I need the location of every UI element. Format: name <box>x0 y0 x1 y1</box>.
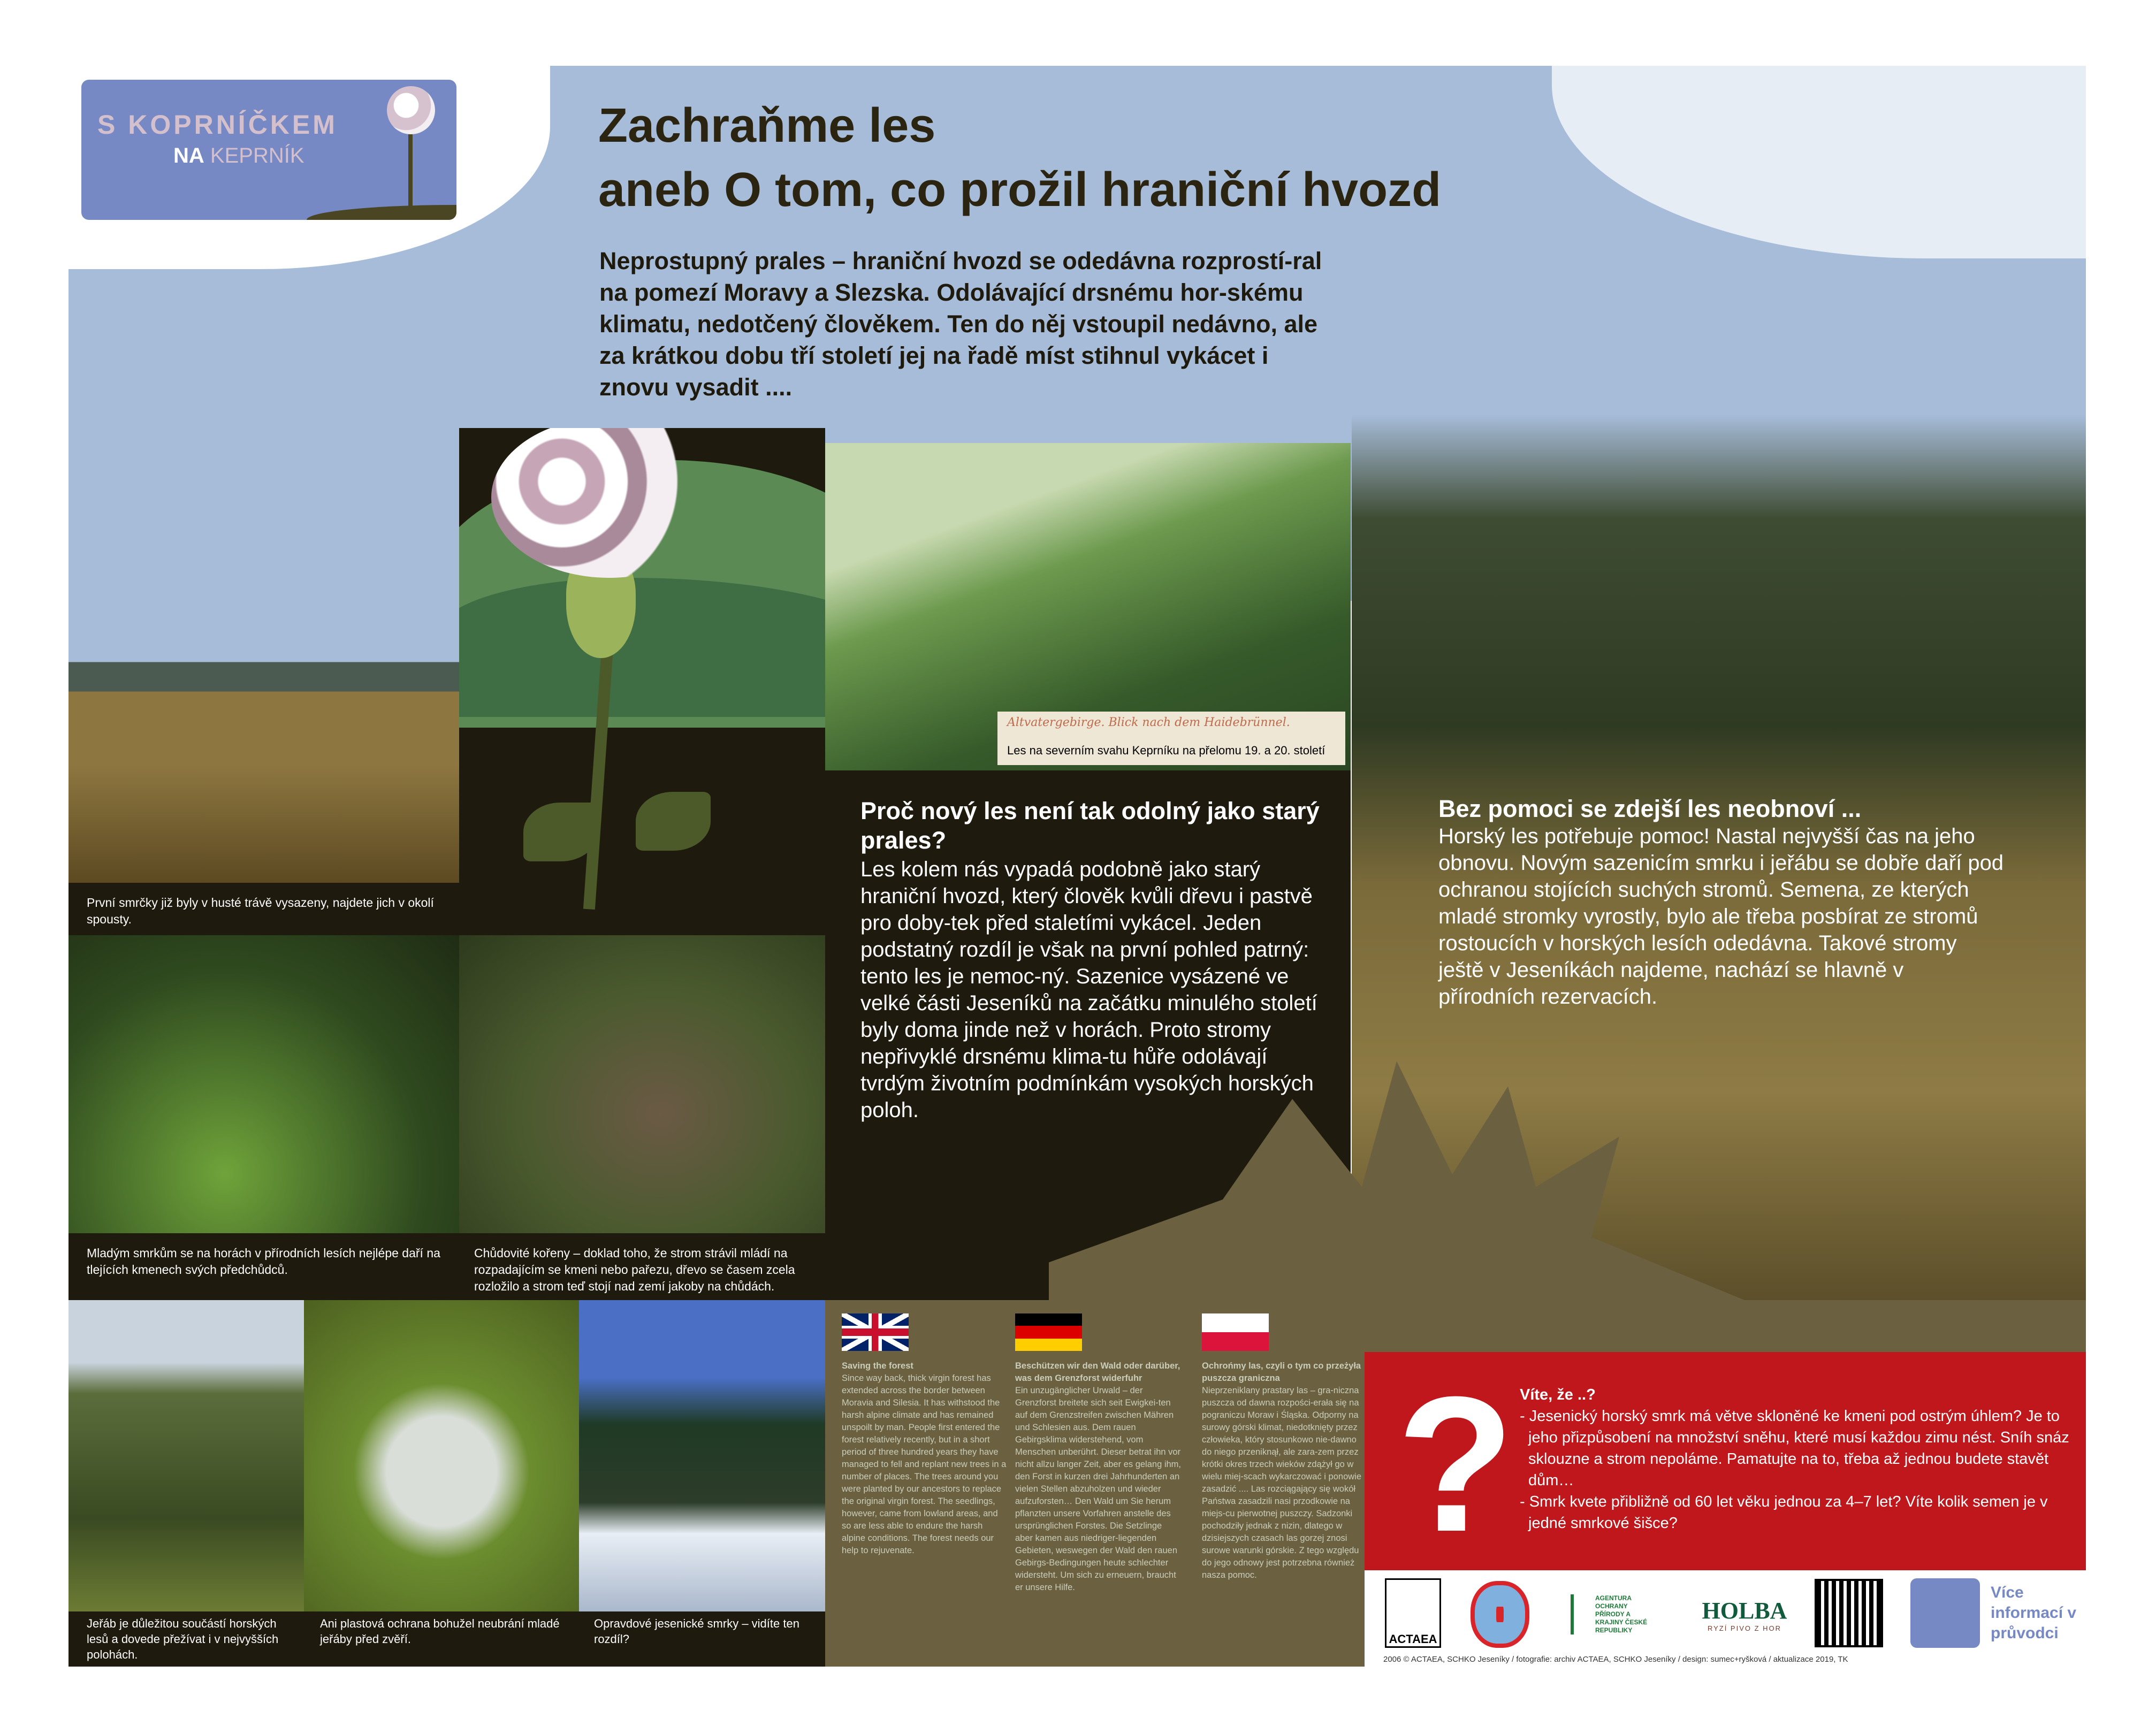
help-body: Horský les potřebuje pomoc! Nastal nejvyšší čas na jeho obnovu. Novým sazenicím smrku i jeřábu se dobře daří pod ochranou stojících suchých stromů. Semena, ze kterých mladé stromky vyrostly, bylo ale třeba posbírat ze stromů rostoucích v horských lesích odedávna. Takové stromy ještě v Jeseníkách najdeme, nachází se hlavně v přírodních rezervacích. <box>1438 824 2004 1009</box>
poland-flag-icon <box>1202 1313 1269 1351</box>
caption-photo1: První smrčky již byly v husté trávě vysazeny, najdete jich v okolí spousty. <box>68 883 459 935</box>
uk-flag-icon <box>842 1313 909 1351</box>
title-line-1: Zachraňme les <box>598 99 936 152</box>
hill-shape <box>459 578 825 717</box>
aopk-logo: AGENTURA OCHRANY PŘÍRODY A KRAJINY ČESKÉ REPUBLIKY <box>1571 1594 1656 1634</box>
partner-logos <box>1381 1578 2087 1653</box>
did-you-know-title: Víte, že ..? <box>1520 1386 1596 1403</box>
photo-rotting-logs <box>68 935 459 1233</box>
series-logo <box>81 80 456 220</box>
logo-keprnik: KEPRNÍK <box>210 144 304 167</box>
ground-shape <box>307 205 456 220</box>
translation-body: Nieprzeniklany prastary las – gra-niczna puszcza od dawna rozpości-erała się na pograniczu Moraw i Śląska. Odporny na surowy górski klimat, niedotknięty przez człowieka, który stosunkowo nie-dawno do niego przeniknął, ale zara-zem przez krótki okres trzech wieków zdążył go w wielu miej-scach wykarczować i ponowie zasadzić .... Las rozciągający się wokół Państwa zasadzili nasi przodkowie na miejs-cu pierwotnej puszczy. Sadzonki pochodziły jednak z nizin, dlatego w dzisiejszych czasach las gorzej znosi surowe warunki górskie. Z tego względu do jego odnowy jest potrzebna również nasza pomoc. <box>1202 1386 1362 1580</box>
translation-body: Ein unzugänglicher Urwald – der Grenzforst breitete sich seit Ewigkei-ten auf dem Grenzstreifen zwischen Mähren und Schlesien aus. Dem rauen Gebirgsklima widerstehend, vom Menschen unberührt. Dieser betrat ihn vor nicht allzu langer Zeit, aber es gelang ihm, den Forst in kurzen drei Jahrhunderten an vielen Stellen abzuholzen und wieder aufzuforsten… Den Wald um Sie herum pflanzten unsere Vorfahren anstelle des ursprünglichen Forstes. Die Setzlinge aber kamen aus niedriger-liegenden Gebieten, weswegen der Wald den rauen Gebirgs-Bedingungen heute schlechter widersteht. Um sich zu erneuern, braucht er unsere Hilfe. <box>1015 1386 1182 1592</box>
mascot-illustration <box>459 428 825 935</box>
logo-line-1: S KOPRNÍČKEM <box>97 110 338 140</box>
logo-na: NA <box>173 144 204 167</box>
chko-jeseniky-logo <box>1471 1581 1529 1648</box>
postcard-caption: Les na severním svahu Keprníku na přelomu 19. a 20. století <box>1007 744 1325 757</box>
actaea-logo <box>1385 1578 1441 1648</box>
old-forest-heading: Proč nový les není tak odolný jako starý prales? <box>860 797 1320 854</box>
photo-plastic-protection <box>304 1300 579 1611</box>
photo-jesenik-spruces <box>579 1300 825 1611</box>
postcard-caption-box <box>997 712 1345 765</box>
translation-pl <box>1202 1360 1368 1582</box>
translation-title: Saving the forest <box>842 1361 913 1371</box>
page-title <box>598 94 1441 222</box>
caption-photo2: Mladým smrkům se na horách v přírodních lesích nejlépe daří na tlejících kmenech svých předchůdců. <box>68 1233 459 1300</box>
holba-tagline: RYZÍ PIVO Z HOR <box>1707 1624 1782 1632</box>
caption-photo6: Opravdové jesenické smrky – vidíte ten rozdíl? <box>579 1611 825 1667</box>
question-mark-icon: ? <box>1397 1357 1514 1572</box>
leaf-icon <box>636 792 711 851</box>
caption-photo5: Ani plastová ochrana bohužel neubrání mladé jeřáby před zvěří. <box>304 1611 579 1667</box>
translation-title: Beschützen wir den Wald oder darüber, was dem Grenzforst widerfuhr <box>1015 1361 1180 1383</box>
actaea-label: ACTAEA <box>1389 1632 1437 1646</box>
flower-mascot-icon <box>387 86 435 134</box>
fact-item: - Smrk kvete přibližně od 60 let věku jednou za 4–7 let? Víte kolik semen je v jedné smrkové šišce? <box>1520 1493 2048 1532</box>
translations-band <box>825 1300 2086 1352</box>
caption-photo3: Chůdovité kořeny – doklad toho, že strom strávil mládí na rozpadajícím se kmeni nebo pařezu, dřevo se časem zcela rozložilo a strom teď stojí nad zemí jakoby na chůdách. <box>459 1233 825 1300</box>
flower-stem-icon <box>408 133 413 211</box>
fact-item: - Jesenický horský smrk má větve skloněné ke kmeni pod ostrým úhlem? Je to jeho přizpůsobení na množství sněhu, které musí každou zimu nést. Sníh snáz sklouzne a strom nepoláme. Pamatujte na to, třeba až jednou budete stavět dům… <box>1520 1408 2069 1489</box>
translation-title: Ochrońmy las, czyli o tym co przeżyła puszcza graniczna <box>1202 1361 1361 1383</box>
did-you-know-text <box>1520 1384 2076 1534</box>
translation-body: Since way back, thick virgin forest has extended across the border between Moravia and Silesia. It has withstood the harsh alpine climate and has remained unspoilt by man. People first entered the forest relatively recently, but in a short period of three hundred years they have managed to fell and replant new trees in a number of places. The trees around you were planted by our ancestors to replace the original virgin forest. The seedlings, however, came from lowland areas, and so are less able to endure the harsh alpine conditions. The forest needs our help to rejuvenate. <box>842 1373 1007 1555</box>
holba-wordmark: HOLBA <box>1702 1598 1787 1624</box>
old-forest-body: Les kolem nás vypadá podobně jako starý hraniční hvozd, který člověk kvůli dřevu i pastvě pro doby-tek před staletími vykácel. Jeden podstatný rozdíl je však na první pohled patrný: tento les je nemoc-ný. Sazenice vysázené ve velké části Jeseníků na začátku minulého století byly doma jinde než v horách. Proto stromy nepřivyklé drsnému klima-tu hůře odolávají tvrdým životním podmínkám vysokých horských poloh. <box>860 858 1317 1122</box>
did-you-know-box <box>1365 1352 2086 1570</box>
intro-text: Neprostupný prales – hraniční hvozd se odedávna rozprostí-ral na pomezí Moravy a Slezska. Odolávající drsnému hor-skému klimatu, nedotčený člověkem. Ten do něj vstoupil nedávno, ale za krátkou dobu tří století jej na řadě míst stihnul vykácet i znovu vysadit .... <box>599 247 1322 401</box>
postcard-script: Altvatergebirge. Blick nach dem Haidebrünnel. <box>1007 716 1290 729</box>
photo-stilt-roots <box>459 935 825 1233</box>
more-info-link[interactable]: Více informací v průvodci <box>1991 1584 2077 1642</box>
qr-code[interactable] <box>1817 1581 1881 1645</box>
help-heading: Bez pomoci se zdejší les neobnoví ... <box>1438 795 1862 822</box>
translation-de <box>1015 1360 1181 1594</box>
holba-logo <box>1699 1597 1790 1632</box>
caption-photo4: Jeřáb je důležitou součástí horských lesů a dovede přežívat i v nejvyšších polohách. <box>68 1611 304 1667</box>
logo-line-2 <box>173 144 304 168</box>
leaf-icon <box>523 803 598 861</box>
photo-rowan-tree <box>68 1300 304 1611</box>
title-line-2: aneb O tom, co prožil hraniční hvozd <box>598 163 1442 217</box>
credits-footer: 2006 © ACTAEA, SCHKO Jeseníky / fotografie: archiv ACTAEA, SCHKO Jeseníky / design: sumec+ryšková / aktualizace 2019, TK <box>1383 1655 1848 1664</box>
guide-book-icon <box>1910 1578 1980 1648</box>
photo-dead-forest <box>1352 258 2086 1300</box>
historic-postcard-photo <box>825 443 1351 770</box>
germany-flag-icon <box>1015 1313 1082 1351</box>
translation-en <box>842 1360 1008 1557</box>
photo-young-spruces <box>68 589 459 883</box>
